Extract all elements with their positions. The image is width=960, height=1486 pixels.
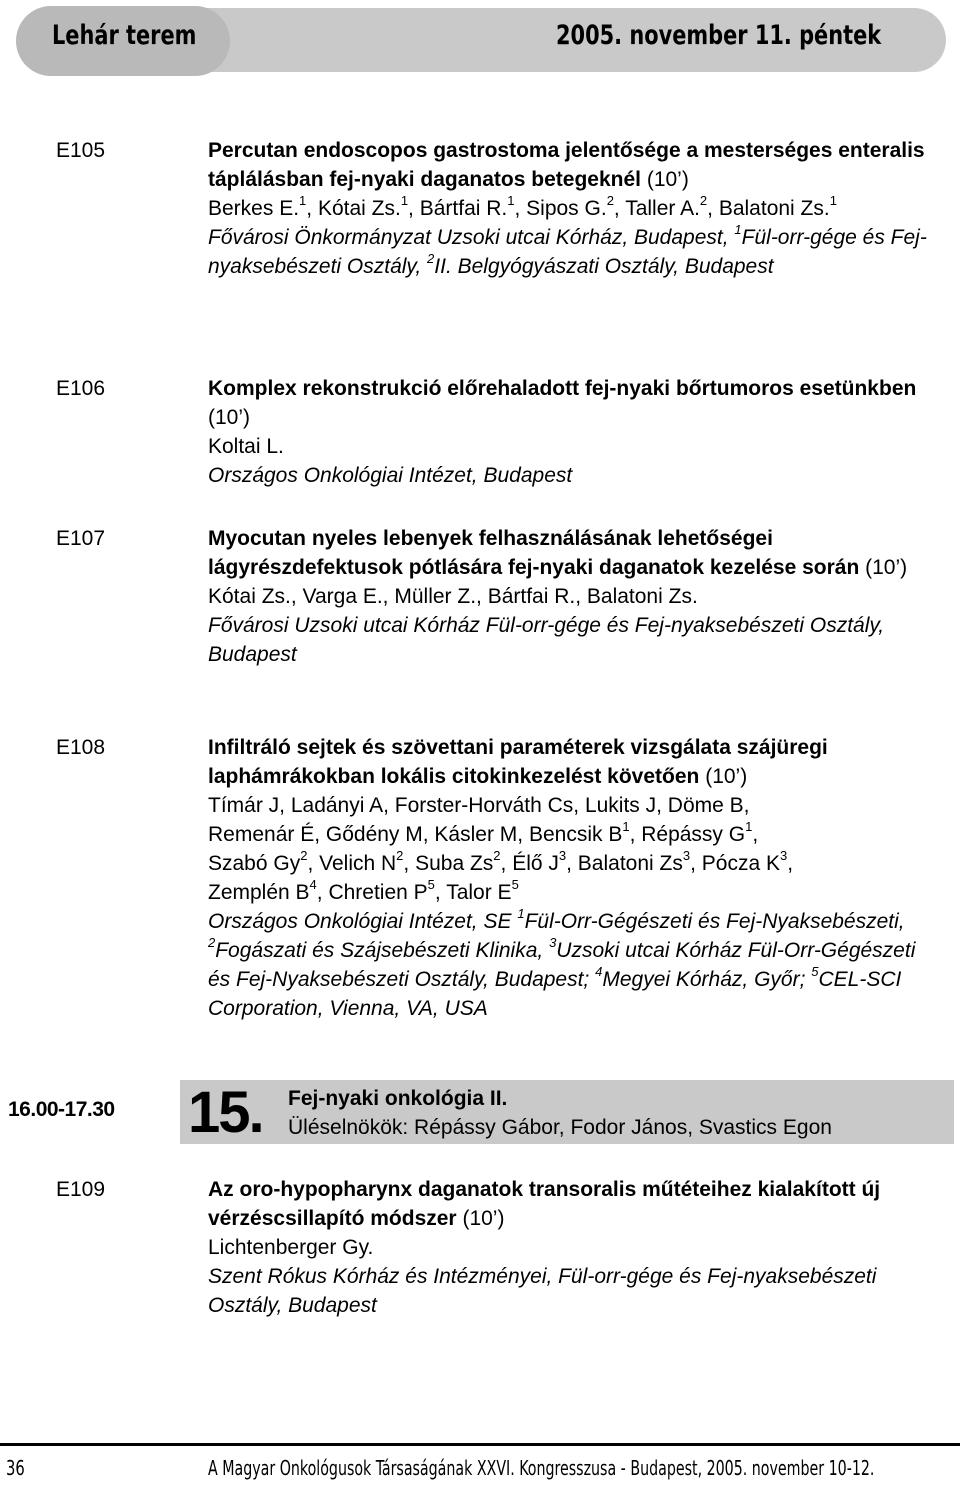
abstract-authors: Tímár J, Ladányi A, Forster-Horváth Cs, Lukits J, Döme B, Remenár É, Gődény M, Kásler M, Bencsik $B^1$, Répássy $G^1$, Szabó Gy$^2$, Velich $N^2$, Suba Zs$^2$, Élő $J^3$, Balatoni Zs$^3$, Pócza $K^3$, Zemplén $B^4$, Chretien $P^5$, Talor $E^5$ — [208, 794, 794, 904]
abstract-title: Percutan endoscopos gastrostoma jelentősége a mesterséges enteralis táplálásban fej-nyaki daganatos betegeknél — [208, 139, 925, 191]
abstract-code: E107 — [56, 527, 106, 550]
abstract-duration: (10’) — [462, 1207, 505, 1230]
footer-text: A Magyar Onkológusok Társaságának XXVI. Kongresszusa - Budapest, 2005. november 10-12. — [208, 1456, 875, 1480]
abstract-title: Myocutan nyeles lebenyek felhasználásának lehetőségei lágyrészdefektusok pótlására fej-nyaki daganatok kezelése során — [208, 527, 860, 579]
abstract-title: Infiltráló sejtek és szövettani paraméterek vizsgálata szájüregi laphámrákokban lokális citokinkezelést követően — [208, 736, 828, 788]
abstract-code: E108 — [56, 736, 106, 759]
abstract-authors: Berkes E.$^1$, Kótai Zs.$^1$, Bártfai R.$^1$, Sipos G.$^2$, Taller A.$^2$, Balatoni Zs.$^1$ — [208, 193, 837, 220]
abstract-affiliation: Országos Onkológiai Intézet, SE $^1$Fül-Orr-Gégészeti és Fej-Nyaksebészeti, $^2$Fogászati és Szájsebészeti Klinika, $^3$Uzsoki utcai Kórház Fül-Orr-Gégészeti és Fej-Nyaksebészeti Osztály, Budapest; $^4$Megyei Kórház, Győr; $^5$CEL-SCI Corporation, Vienna, VA, USA — [208, 906, 916, 1020]
abstract-authors: Koltai L. — [208, 435, 284, 458]
session-time: 16.00-17.30 — [8, 1098, 115, 1121]
abstract-code: E109 — [56, 1178, 106, 1201]
abstract-authors: Kótai Zs., Varga E., Müller Z., Bártfai R., Balatoni Zs. — [208, 585, 698, 608]
room-name: Lehár terem — [52, 20, 197, 51]
session-date: 2005. november 11. péntek — [556, 20, 882, 51]
abstract-code: E106 — [56, 377, 106, 400]
abstract-duration: (10’) — [208, 406, 251, 429]
abstract-code: E105 — [56, 139, 106, 162]
session-chairs: Üléselnökök: Répássy Gábor, Fodor János, Svastics Egon — [288, 1116, 832, 1139]
session-number: 15. — [188, 1080, 263, 1145]
abstract-affiliation: Országos Onkológiai Intézet, Budapest — [208, 464, 573, 487]
abstract-affiliation: Fővárosi Önkormányzat Uzsoki utcai Kórház, Budapest, $^1$Fül-orr-gége és Fej-nyaksebészeti Osztály, $^2$II. Belgyógyászati Osztály, Budapest — [208, 222, 927, 278]
abstract-title: Az oro-hypopharynx daganatok transoralis műtéteihez kialakított új vérzéscsillapító módszer — [208, 1178, 881, 1230]
abstract-authors: Lichtenberger Gy. — [208, 1236, 374, 1259]
abstract-duration: (10’) — [646, 168, 689, 191]
abstract-title: Komplex rekonstrukció előrehaladott fej-nyaki bőrtumoros esetünkben — [208, 377, 917, 400]
session-title: Fej-nyaki onkológia II. — [288, 1087, 508, 1110]
page-number: 36 — [6, 1456, 25, 1480]
abstract-duration: (10’) — [705, 765, 748, 788]
abstract-duration: (10’) — [865, 556, 908, 579]
abstract-affiliation: Szent Rókus Kórház és Intézményei, Fül-orr-gége és Fej-nyaksebészeti Osztály, Budapest — [208, 1265, 877, 1317]
abstract-affiliation: Fővárosi Uzsoki utcai Kórház Fül-orr-gége és Fej-nyaksebészeti Osztály, Budapest — [208, 614, 885, 666]
footer-rule — [0, 1443, 960, 1446]
